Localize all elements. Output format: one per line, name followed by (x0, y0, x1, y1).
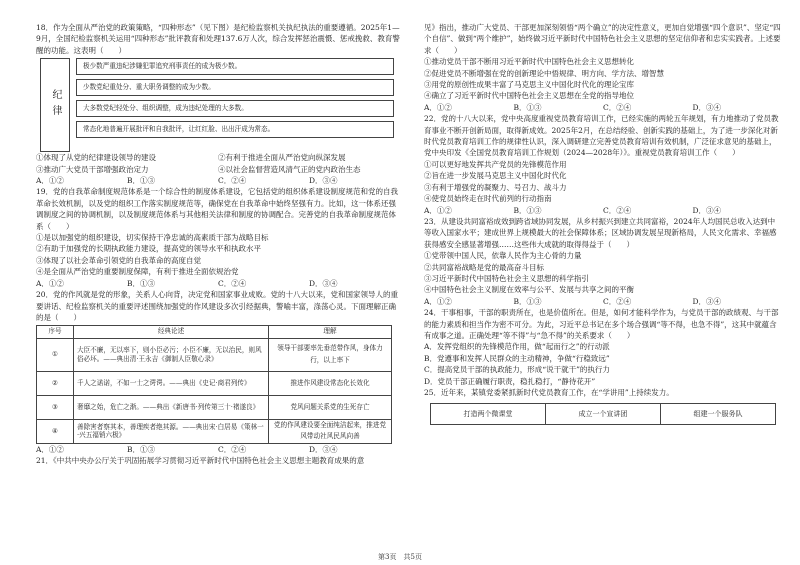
q23-choice-a: A．①② (424, 296, 452, 306)
q22-option-4: ④使党员始终走在时代前列的行动指南 (424, 194, 552, 204)
table-row (431, 404, 776, 425)
table-row (37, 395, 392, 419)
question-22-stem: 22．党的十八大以来，党中央高度重视党员教育培训工作，已经实施的两轮五年规划，有力地推动了党员教育事业不断开创新局面，取得新成效。2025年2月，在总结经验、创新实践的基础上，为了进一步深化对新时代党员教育培训工作的规律性认识，深入调研建立完善党员教育培训有效机制，广泛征求意见的基础上，党中央印发《全国党员教育培训工作规划（2024—2028年）》。重视党员教育培训工作（ ） (424, 114, 779, 158)
q19-choice-a: A．①② (36, 278, 64, 288)
q24-option-d: D．党员干部正确履行职责，稳扎稳打，“静待花开” (424, 376, 596, 386)
q19-option-2: ②有助于加强党的长期执政能力建设，提高党的领导水平和执政水平 (36, 244, 261, 254)
q21-choice-b: B．①③ (513, 102, 542, 112)
activity-microclass: 打造两个微课堂 (431, 404, 546, 425)
q22-choice-b: B．①③ (513, 205, 542, 215)
table-row (37, 338, 392, 371)
row-meaning: 党风问题关系党的生死存亡 (269, 395, 392, 419)
q18-options-row-2 (36, 164, 400, 175)
four-forms-boxes (76, 58, 394, 142)
q18-choices (36, 175, 400, 186)
q22-option-3: ③有利于增强党的凝聚力、号召力、战斗力 (424, 182, 567, 192)
row-quote: 大臣不廉，无以率下，则小臣必污；小臣不廉，无以治民，则风俗必坏。——典出清·王永吉《御制人臣敬心录》 (74, 338, 269, 371)
four-forms-box-4: 常态化地普遍开展批评和自我批评，让红红脸、出出汗成为常态。 (76, 121, 394, 138)
row-meaning: 推进作风建设常态化长效化 (269, 371, 392, 395)
four-forms-diagram (40, 58, 400, 150)
row-number: ① (37, 338, 74, 371)
discipline-label: 纪律 (40, 58, 70, 152)
q22-choices (424, 205, 782, 216)
q22-choice-a: A．①② (424, 205, 452, 215)
q18-option-4: ④以社会监督营造风清气正的党内政治生态 (218, 164, 361, 174)
q21-choice-c: C．②④ (603, 102, 632, 112)
q18-choice-b: B．①③ (127, 176, 156, 186)
q22-choice-d: D．③④ (692, 205, 722, 215)
q18-choice-a: A．①② (36, 176, 64, 186)
q20-choice-b: B．①③ (127, 444, 156, 454)
row-number: ③ (37, 395, 74, 419)
q24-option-c: C．提高党员干部的执政能力，形成“说干就干”的执行力 (424, 365, 610, 375)
four-forms-box-3: 大多数党纪轻处分、组织调整，成为违纪处理的大多数。 (76, 100, 394, 117)
q21-choices (424, 102, 782, 113)
row-quote: 善除害者察其本，善理疾者绝其源。——典出宋·白居易《策林一·兴五福销六极》 (74, 419, 269, 443)
q20-choice-a: A．①② (36, 444, 64, 454)
q19-choices (36, 278, 400, 289)
q23-option-2: ②共同富裕战略是党的最高奋斗目标 (424, 262, 544, 272)
q21-choice-a: A．①② (424, 102, 452, 112)
q21-option-2: ②促进党员不断增强在党的创新理论中悟规律、明方向、学方法、增智慧 (424, 68, 664, 78)
header-meaning: 理解 (269, 326, 392, 338)
q18-choice-d: D．③④ (309, 176, 338, 186)
q23-choices (424, 296, 782, 307)
four-forms-box-2: 少数党纪重处分、重大职务调整的成为少数。 (76, 79, 394, 96)
q19-option-4: ④是全面从严治党的重要制度保障，有利于推进全面依规治党 (36, 267, 239, 277)
classic-quotes-table (36, 325, 392, 443)
question-21-stem-start: 21．《中共中央办公厅关于巩固拓展学习贯彻习近平新时代中国特色社会主义思想主题教育成果的意 (36, 456, 365, 466)
table-row (37, 371, 392, 395)
question-21-stem-cont: 见》指出，推动广大党员、干部更加深刻领悟“两个确立”的决定性意义，更加自觉增强“四个意识”、坚定“四个自信”、做到“两个维护”，始终做习近平新时代中国特色社会主义思想的坚定信仰者和忠实实践者。上述要求（ ） (424, 23, 781, 55)
q18-choice-c: C．②④ (218, 176, 247, 186)
question-19-stem: 19．党的自我革命制度规范体系是一个综合性的制度体系建设，它包括党的组织体系建设制度规范和党的自我革命长效机制，以及党的组织工作落实制度规范等，确保党在自我革命中始终坚强有力。比如，这一体系还强调制度之间的协调机制，以及制度规范体系与其他相关法律和制度的协调配合。完善党的自我革命制度规范体系（ ） (36, 187, 399, 231)
right-column (424, 22, 782, 425)
q21-choice-d: D．③④ (692, 102, 722, 112)
q24-option-a: A．发挥党组织的先锋模范作用，做“起而行之”的行动派 (424, 342, 610, 352)
activity-service-team: 组建一个服务队 (661, 404, 776, 425)
q23-option-1: ①党带领中国人民，依靠人民作为主心骨的力量 (424, 251, 582, 261)
activity-lecture-group: 成立一个宣讲团 (546, 404, 661, 425)
q20-choices (36, 444, 400, 455)
q22-option-2: ②旨在进一步发展马克思主义中国化时代化 (424, 171, 567, 181)
table-row (37, 419, 392, 443)
q19-choice-b: B．①③ (127, 278, 156, 288)
row-number: ② (37, 371, 74, 395)
q20-choice-d: D．③④ (309, 444, 338, 454)
page-number: 第3页 共5页 (378, 553, 422, 561)
q18-option-2: ②有利于推进全面从严治党向纵深发展 (218, 153, 346, 163)
question-20-stem: 20．党的作风就是党的形象，关系人心向背，决定党和国家事业成败。党的十八大以来，党和国家领导人的重要讲话、纪检监察机关的重要评述围绕加强党的作风建设多次引经据典，警喻丰富，涤荡心灵。下面理解正确的是（ ） (36, 290, 399, 322)
q18-options-row-1 (36, 152, 400, 163)
row-quote: 千人之诺诺，不如一士之谔谔。——典出《史记·商君列传》 (74, 371, 269, 395)
table-header-row (37, 326, 392, 338)
q23-choice-d: D．③④ (692, 296, 722, 306)
q18-option-1: ①体现了从党的纪律建设领导的建设 (36, 153, 156, 163)
four-forms-box-1: 极少数严重违纪涉嫌犯罪追究刑事责任的成为极少数。 (76, 58, 394, 75)
header-quote: 经典论述 (74, 326, 269, 338)
q19-choice-c: C．②④ (218, 278, 247, 288)
q23-option-3: ③习近平新时代中国特色社会主义思想的科学指引 (424, 273, 589, 283)
q21-option-1: ①推动党员干部不断用习近平新时代中国特色社会主义思想转化 (424, 57, 634, 67)
row-meaning: 党的作风建设要全面纯洁起来，推进党风带动社风民风向善 (269, 419, 392, 443)
question-24-stem: 24．干事相事，干部的职责所在，也是价值所在。但是，如何才能科学作为，与党员干部的政绩观、与干部的能力素质和担当作为密不可分。为此，习近平总书记在多个场合强调“等不得，也急不得”，这其中就蕴含有成事之道。正确处理“等不得”与“急不得”的关系要求（ ） (424, 308, 779, 340)
q19-option-3: ③体现了以社会革命引领党的自我革命的高度自觉 (36, 255, 201, 265)
q20-choice-c: C．②④ (218, 444, 247, 454)
q21-option-3: ③用党的原创性成果丰富了马克思主义中国化时代化的理论宝库 (424, 80, 634, 90)
q19-choice-d: D．③④ (309, 278, 338, 288)
row-quote: 奢靡之始，危亡之渐。——典出《新唐书·列传第三十·褚遂良》 (74, 395, 269, 419)
q23-choice-c: C．②④ (603, 296, 632, 306)
q19-option-1: ①是以加强党的组织建设，切实保持干净忠诚的高素质干部为战略目标 (36, 233, 269, 243)
q22-option-1: ①可以更好地发挥共产党员的先锋模范作用 (424, 159, 567, 169)
row-meaning: 领导干部要率先垂范带作风，身体力行，以上率下 (269, 338, 392, 371)
q21-option-4: ④确立了习近平新时代中国特色社会主义思想在全党的指导地位 (424, 91, 634, 101)
q18-option-3: ③推动广大党员干部增强政治定力 (36, 164, 149, 174)
question-18-stem: 18．作为全面从严治党的政策策略，“四种形态”（见下图）是纪检监察机关执纪执法的重要遵循。2025年1—9月，全国纪检监察机关运用“四种形态”批评教育和处理137.6万人次，综合发挥惩治震慑、惩戒挽救、教育警醒的功能。这表明（ ） (36, 23, 400, 55)
q23-choice-b: B．①③ (513, 296, 542, 306)
q23-option-4: ④中国特色社会主义制度在效率与公平、发展与共享之间的平衡 (424, 285, 634, 295)
header-number: 序号 (37, 326, 74, 338)
question-23-stem: 23．从建设共同富裕成效到跨省域协同发展，从乡村振兴到建立共同富裕，2024年人均国民总收入达到中等收入国家水平；建成世界上规模最大的社会保障体系；区域协调发展呈现新格局，人民文化需求、幸福感获得感安全感显著增强……这些伟大成就的取得得益于（ ） (424, 216, 777, 249)
question-25-stem: 25．近年来，某镇党委紧抓新时代党员教育工作，在“学讲用”上持续发力。 (424, 388, 674, 397)
left-column (36, 22, 400, 467)
row-number: ④ (37, 419, 74, 443)
q24-option-b: B．党遵事和发挥人民群众的主动精神，争做“行稳致远” (424, 353, 610, 363)
q22-choice-c: C．②④ (603, 205, 632, 215)
q25-activities-table (430, 403, 776, 425)
